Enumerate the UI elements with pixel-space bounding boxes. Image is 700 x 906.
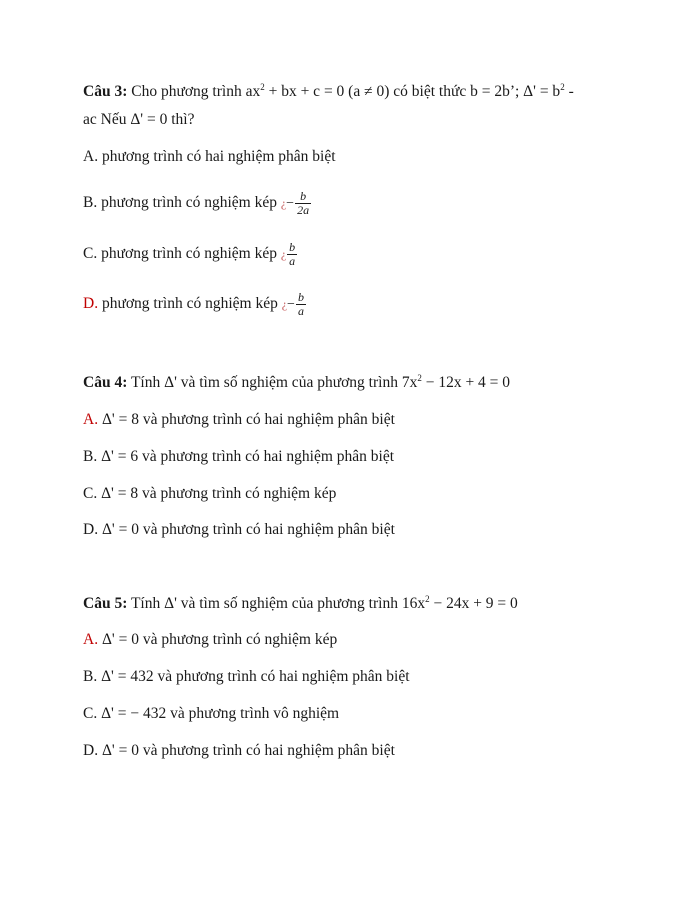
- question-4-option-b[interactable]: B. Δ' = 6 và phương trình có hai nghiệm phân biệt: [83, 448, 395, 465]
- question-5-option-d[interactable]: D. Δ' = 0 và phương trình có hai nghiệm phân biệt: [83, 742, 395, 759]
- question-3-option-a[interactable]: A. phương trình có hai nghiệm phân biệt: [83, 148, 336, 165]
- question-5-option-c[interactable]: C. Δ' = − 432 và phương trình vô nghiệm: [83, 705, 340, 722]
- inverted-question-glyph: ¿: [280, 247, 287, 262]
- question-4-stem: Câu 4: Tính Δ' và tìm số nghiệm của phương trình $7x^2 - 12x + 4 = 0$: [83, 373, 511, 391]
- question-4-option-a[interactable]: A. Δ' = 8 và phương trình có hai nghiệm phân biệt: [83, 411, 395, 428]
- question-5-option-a[interactable]: A. Δ' = 0 và phương trình có nghiệm kép: [83, 631, 338, 648]
- question-3-option-d[interactable]: D. phương trình có nghiệm kép ¿− $\frac{b}{a}$: [83, 290, 304, 318]
- answer-marker: D.: [83, 295, 99, 313]
- fraction: $\frac{b}{a}$: [289, 240, 296, 268]
- answer-marker: A.: [83, 411, 99, 428]
- question-3-stem: Câu 3: Cho phương trình $ax^2$ + bx + c = 0 (a ≠ 0) có biệt thức b = 2b’; $\Delta' = b^2$ -: [83, 82, 574, 100]
- question-3-stem-line-2: ac Nếu Δ' = 0 thì?: [83, 111, 195, 128]
- fraction: $\frac{b}{2a}$: [297, 189, 310, 217]
- fraction: $\frac{b}{a}$: [297, 290, 304, 318]
- question-3-option-c[interactable]: C. phương trình có nghiệm kép ¿ $\frac{b}{a}$: [83, 240, 296, 268]
- question-5-label: Câu 5:: [83, 595, 128, 612]
- inverted-question-glyph: ¿: [281, 297, 288, 312]
- question-3-label: Câu 3:: [83, 83, 128, 100]
- question-4-option-c[interactable]: C. Δ' = 8 và phương trình có nghiệm kép: [83, 485, 337, 502]
- question-4-label: Câu 4:: [83, 374, 128, 391]
- question-4-option-d[interactable]: D. Δ' = 0 và phương trình có hai nghiệm phân biệt: [83, 521, 395, 538]
- question-5-option-b[interactable]: B. Δ' = 432 và phương trình có hai nghiệm phân biệt: [83, 668, 410, 685]
- answer-marker: A.: [83, 631, 99, 648]
- inverted-question-glyph: ¿: [280, 196, 287, 211]
- question-5-stem: Câu 5: Tính Δ' và tìm số nghiệm của phương trình $16x^2 - 24x + 9 = 0$: [83, 594, 518, 612]
- question-3-option-b[interactable]: B. phương trình có nghiệm kép ¿− $\frac{b}{2a}$: [83, 189, 310, 217]
